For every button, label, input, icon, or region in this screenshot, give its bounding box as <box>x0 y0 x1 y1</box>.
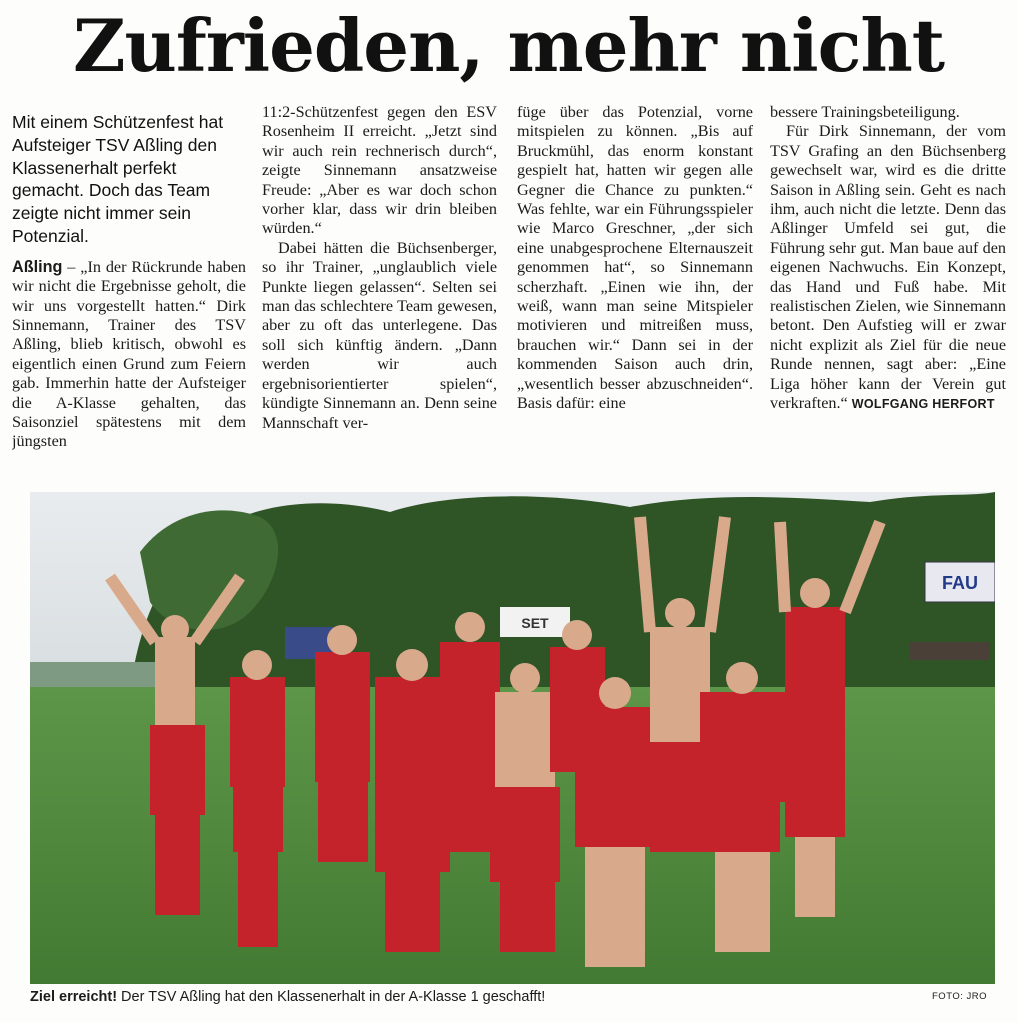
article-column-3 <box>517 103 753 483</box>
article-paragraph: 11:2-Schützenfest gegen den ESV Rosenheim II erreicht. „Jetzt sind wir auch rein rechnerisch durch“, zeigte Sinnemann ansatzweise Freude: „Aber es war doch schon vorher klar, dass wir drin bleiben würden.“ <box>262 103 497 238</box>
article-lead: Mit einem Schützenfest hat Aufsteiger TSV Aßling den Klassenerhalt perfekt gemacht. Doch das Team zeigte nicht immer sein Potenzial. <box>12 112 224 246</box>
caption-text: Der TSV Aßling hat den Klassenerhalt in der A-Klasse 1 geschafft! <box>117 989 546 1005</box>
player <box>375 649 450 952</box>
article-column-1 <box>12 103 246 483</box>
team-photo <box>30 492 995 984</box>
player <box>230 650 285 947</box>
sign-text: FAU <box>942 573 978 593</box>
article-paragraph: füge über das Potenzial, vorne mitspielen zu können. „Bis auf Bruckmühl, das enorm konstant gespielt hat, hatten wir gegen alle Gegner die Chance zu punkten.“ Was fehlte, war ein Führungsspieler wie Marco Greschner, „der sich eine unabgesprochene Elternauszeit genommen hat“, so Sinnemann scherzhaft. „Einen wie ihn, der weiß, wann man seine Mitspieler motivieren und mitreißen muss, brauchen wir.“ Dann sei in der kommenden Saison auch drin, „wesentlich besser abzuschneiden“. Basis dafür: eine <box>517 103 753 413</box>
article-text: Für Dirk Sinnemann, der vom TSV Grafing an den Büchsenberg gewechselt war, wird es die dritte Saison in Aßling sein. Geht es nach ihm, auch nicht die letzte. Denn das Aßlinger Umfeld sei gut, die Führung sehr gut. Man baue auf den eigenen Nachwuchs. Ein Konzept, das Hand und Fuß habe. Mit realistischen Zielen, wie Sinnemann betont. Den Aufstieg will er zwar nicht explizit als Ziel für die neue Runde nennen, sagt aber: „Eine Liga höher kann der Verein gut verkraften.“ <box>770 122 1006 413</box>
author-byline: WOLFGANG HERFORT <box>851 397 995 412</box>
headline: Zufrieden, mehr nicht <box>72 3 945 88</box>
player <box>490 663 560 952</box>
photo-credit: FOTO: JRO <box>932 991 987 1002</box>
bench <box>910 642 990 660</box>
caption-highlight: Ziel erreicht! <box>30 989 118 1005</box>
article-paragraph <box>770 122 1006 414</box>
team-photo-illustration <box>30 492 995 984</box>
player <box>315 625 370 862</box>
banner-text: SET <box>521 615 549 631</box>
photo-caption <box>30 986 730 1008</box>
article-column-4 <box>770 103 1006 483</box>
article-column-2 <box>262 103 497 483</box>
article-text: – „In der Rückrunde haben wir nicht die Ergebnisse geholt, die wir uns vorgestellt hatten.“ Dirk Sinnemann, Trainer des TSV Aßling, blieb kritisch, obwohl es eigentlich einen Grund zum Feiern gab. Immerhin hatte der Aufsteiger die A-Klasse gehalten, das Saisonziel spätestens mit dem jüngsten <box>12 257 246 451</box>
article-paragraph: bessere Trainingsbeteiligung. <box>770 103 960 121</box>
dateline: Aßling <box>12 257 63 276</box>
article-paragraph: Dabei hätten die Büchsenberger, so ihr Trainer, „unglaublich viele Punkte liegen gelassen“. Selten sei man das schlechtere Team gewesen, aber zu oft das unterlegene. Das soll sich künftig ändern. „Dann werden wir auch ergebnisorientierter spielen“, kündigte Sinnemann an. Denn seine Mannschaft ver- <box>262 238 497 432</box>
player <box>575 677 655 967</box>
article-paragraph <box>12 258 246 452</box>
